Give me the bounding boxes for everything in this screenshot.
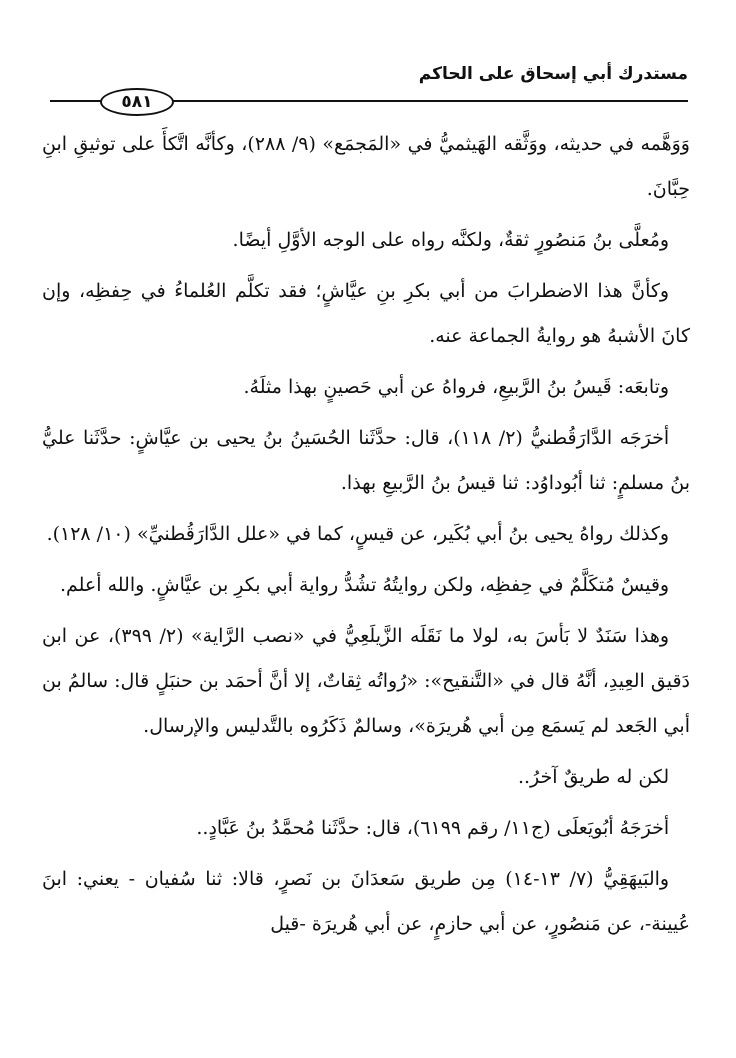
page-header	[50, 62, 688, 122]
paragraph: وكأنَّ هذا الاضطرابَ من أبي بكرِ بنِ عيَّاشٍ؛ فقد تكلَّم العُلماءُ في حِفظِه، وإن كانَ الأشبهُ هو روايةُ الجماعة عنه.	[42, 280, 690, 347]
paragraph: وَوَهَّمه في حديثه، ووَثَّقه الهَيثميُّ في «المَجمَع» (٩/ ٢٨٨)، وكأنَّه اتَّكأَ على توثيقِ ابنِ حِبَّانَ.	[42, 133, 690, 200]
paragraph: والبَيهَقِيُّ (٧/ ١٣-١٤) مِن طريق سَعدَانَ بن نَصرٍ، قالا: ثنا سُفيان - يعني: ابنَ عُيينة-، عن مَنصُورٍ، عن أبي حازمٍ، عن أبي هُريرَة -قيل	[42, 868, 690, 935]
paragraph: أخرَجَه الدَّارَقُطنيُّ (٢/ ١١٨)، قال: حدَّثَنا الحُسَينُ بنُ يحيى بن عيَّاشٍ: حدَّثَنا عليُّ بنُ مسلمٍ: ثنا أبُوداوُد: ثنا قيسُ بنُ الرَّبيعِ بهذا.	[42, 427, 690, 494]
paragraph: لكن له طريقٌ آخرُ..	[517, 766, 670, 788]
body-text	[42, 122, 690, 953]
paragraph: ومُعلَّى بنُ مَنصُورٍ ثقةٌ، ولكنَّه رواه على الوجه الأوَّلِ أيضًا.	[232, 229, 670, 251]
page-number: ٥٨١	[100, 88, 174, 116]
paragraph: أخرَجَهُ أبُويَعلَى (ج١١/ رقم ٦١٩٩)، قال: حدَّثَنا مُحمَّدُ بنُ عَبَّادٍ..	[196, 817, 670, 839]
running-title: مستدرك أبي إسحاق على الحاكم	[418, 64, 688, 84]
paragraph: وقيسٌ مُتكَلَّمٌ في حِفظِه، ولكن روايتُهُ تشُدُّ رواية أبي بكرِ بن عيَّاشٍ. والله أعلم.	[59, 574, 670, 596]
paragraph: وتابعَه: قَيسُ بنُ الرَّبيعِ، فرواهُ عن أبي حَصينٍ بهذا مثلَهُ.	[243, 376, 670, 398]
paragraph: وهذا سَنَدٌ لا بَأسَ به، لولا ما نَقَلَه الزَّيلَعِيُّ في «نصب الرَّاية» (٢/ ٣٩٩)، عن ابن دَقيق العِيدِ، أنَّهُ قال في «التَّنقيح»: «رُواتُه ثِقاتٌ، إلا أنَّ أحمَد بن حنبَلٍ قال: سالمُ بن أبي الجَعد لم يَسمَع مِن أبي هُريرَة»، وسالمٌ ذَكَرُوه بالتَّدليس والإرسال.	[42, 625, 690, 737]
paragraph: وكذلك رواهُ يحيى بنُ أبي بُكَير، عن قيسٍ، كما في «علل الدَّارَقُطنيِّ» (١٠/ ١٢٨).	[46, 523, 670, 545]
